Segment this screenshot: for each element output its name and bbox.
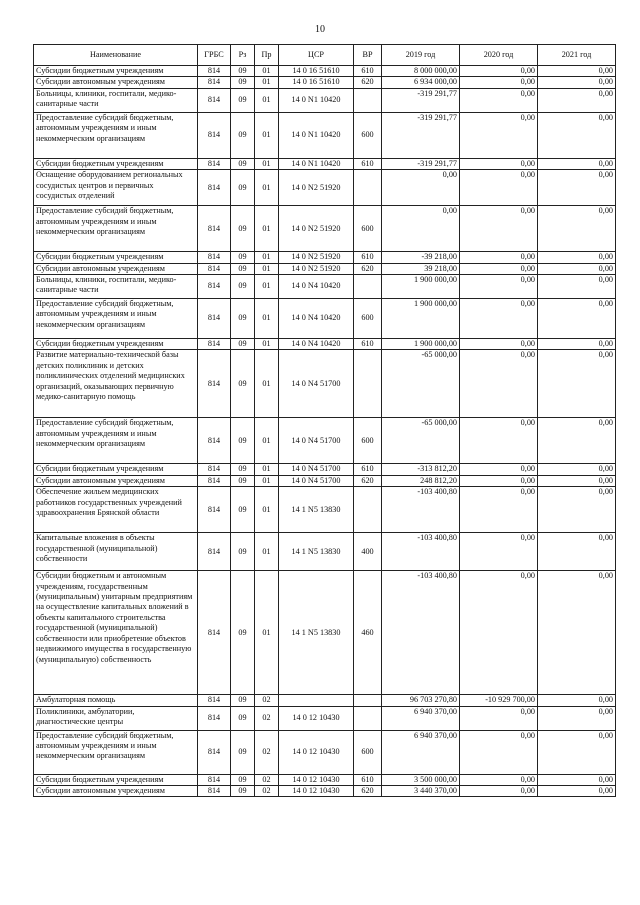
cell-rz: 09 [231, 299, 255, 339]
table-row [34, 66, 616, 77]
cell-rz: 09 [231, 706, 255, 730]
cell-pr: 01 [255, 299, 279, 339]
cell-2019: 6 940 370,00 [382, 706, 460, 730]
cell-pr: 01 [255, 339, 279, 350]
cell-rz: 09 [231, 275, 255, 299]
cell-name: Амбулаторная помощь [34, 695, 198, 706]
header-rz: Рз [231, 45, 255, 66]
cell-name: Больницы, клиники, госпитали, медико-санитарные части [34, 275, 198, 299]
cell-2021: 0,00 [538, 112, 616, 158]
cell-vr [354, 695, 382, 706]
table-row [34, 774, 616, 785]
cell-pr: 01 [255, 252, 279, 263]
cell-rz: 09 [231, 263, 255, 274]
cell-vr [354, 706, 382, 730]
cell-vr [354, 275, 382, 299]
cell-rz: 09 [231, 206, 255, 252]
cell-2019: 0,00 [382, 206, 460, 252]
cell-2020: 0,00 [460, 339, 538, 350]
cell-2020: 0,00 [460, 786, 538, 797]
table-header-row [34, 45, 616, 66]
table-row [34, 533, 616, 571]
cell-csr [279, 695, 354, 706]
cell-csr: 14 0 N4 51700 [279, 350, 354, 418]
cell-csr: 14 0 12 10430 [279, 706, 354, 730]
cell-rz: 09 [231, 533, 255, 571]
cell-grbs: 814 [198, 487, 231, 533]
cell-rz: 09 [231, 464, 255, 475]
cell-2020: 0,00 [460, 263, 538, 274]
cell-2019: 39 218,00 [382, 263, 460, 274]
cell-pr: 01 [255, 170, 279, 206]
cell-name: Субсидии автономным учреждениям [34, 786, 198, 797]
table-row [34, 77, 616, 88]
cell-name: Субсидии бюджетным учреждениям [34, 339, 198, 350]
cell-2021: 0,00 [538, 487, 616, 533]
cell-2020: 0,00 [460, 170, 538, 206]
table-row [34, 252, 616, 263]
cell-name: Субсидии бюджетным учреждениям [34, 774, 198, 785]
cell-grbs: 814 [198, 350, 231, 418]
cell-csr: 14 0 N4 51700 [279, 475, 354, 486]
cell-vr [354, 170, 382, 206]
cell-csr: 14 0 N2 51920 [279, 263, 354, 274]
cell-2021: 0,00 [538, 475, 616, 486]
cell-rz: 09 [231, 252, 255, 263]
table-row [34, 695, 616, 706]
cell-vr: 610 [354, 464, 382, 475]
cell-2020: 0,00 [460, 299, 538, 339]
cell-grbs: 814 [198, 275, 231, 299]
cell-pr: 01 [255, 158, 279, 169]
cell-vr [354, 350, 382, 418]
cell-2020: 0,00 [460, 350, 538, 418]
cell-rz: 09 [231, 475, 255, 486]
cell-2019: 1 900 000,00 [382, 339, 460, 350]
table-row [34, 170, 616, 206]
header-vr: ВР [354, 45, 382, 66]
cell-name: Субсидии бюджетным и автономным учреждениям, государственным (муниципальным) унитарным предприятиям на осуществление капитальных вложений в объекты капитального строительства государственной (муниципальной) собственности или приобретение объектов недвижимого имущества в государственную (муниципальную) собственность [34, 571, 198, 695]
cell-grbs: 814 [198, 730, 231, 774]
cell-2020: 0,00 [460, 418, 538, 464]
cell-pr: 01 [255, 487, 279, 533]
cell-grbs: 814 [198, 77, 231, 88]
cell-2020: 0,00 [460, 533, 538, 571]
cell-csr: 14 0 12 10430 [279, 730, 354, 774]
cell-vr: 400 [354, 533, 382, 571]
cell-2021: 0,00 [538, 695, 616, 706]
cell-vr: 600 [354, 418, 382, 464]
cell-grbs: 814 [198, 299, 231, 339]
cell-2020: 0,00 [460, 571, 538, 695]
cell-grbs: 814 [198, 66, 231, 77]
cell-vr: 610 [354, 774, 382, 785]
cell-rz: 09 [231, 339, 255, 350]
cell-rz: 09 [231, 77, 255, 88]
table-row [34, 299, 616, 339]
cell-grbs: 814 [198, 158, 231, 169]
cell-2021: 0,00 [538, 418, 616, 464]
cell-vr: 620 [354, 786, 382, 797]
header-2021: 2021 год [538, 45, 616, 66]
cell-2019: -319 291,77 [382, 112, 460, 158]
cell-2019: -65 000,00 [382, 350, 460, 418]
cell-csr: 14 0 N2 51920 [279, 252, 354, 263]
cell-2020: 0,00 [460, 730, 538, 774]
cell-name: Субсидии бюджетным учреждениям [34, 464, 198, 475]
cell-2019: 0,00 [382, 170, 460, 206]
cell-name: Больницы, клиники, госпитали, медико-санитарные части [34, 88, 198, 112]
table-body [34, 66, 616, 797]
cell-grbs: 814 [198, 786, 231, 797]
cell-2019: 3 440 370,00 [382, 786, 460, 797]
cell-2021: 0,00 [538, 206, 616, 252]
header-2020: 2020 год [460, 45, 538, 66]
table-row [34, 487, 616, 533]
cell-grbs: 814 [198, 475, 231, 486]
cell-rz: 09 [231, 695, 255, 706]
budget-table [33, 44, 616, 797]
cell-2021: 0,00 [538, 170, 616, 206]
cell-pr: 01 [255, 112, 279, 158]
cell-csr: 14 0 N4 51700 [279, 464, 354, 475]
cell-2021: 0,00 [538, 66, 616, 77]
cell-vr [354, 487, 382, 533]
cell-grbs: 814 [198, 88, 231, 112]
cell-2021: 0,00 [538, 706, 616, 730]
cell-2019: -313 812,20 [382, 464, 460, 475]
cell-2019: -103 400,80 [382, 533, 460, 571]
cell-2019: -39 218,00 [382, 252, 460, 263]
cell-grbs: 814 [198, 252, 231, 263]
cell-pr: 01 [255, 475, 279, 486]
cell-pr: 02 [255, 730, 279, 774]
cell-grbs: 814 [198, 206, 231, 252]
cell-2020: 0,00 [460, 464, 538, 475]
cell-name: Оснащение оборудованием региональных сосудистых центров и первичных сосудистых отделений [34, 170, 198, 206]
cell-2019: 8 000 000,00 [382, 66, 460, 77]
cell-rz: 09 [231, 88, 255, 112]
cell-2019: 6 934 000,00 [382, 77, 460, 88]
cell-2020: 0,00 [460, 112, 538, 158]
cell-2021: 0,00 [538, 730, 616, 774]
cell-grbs: 814 [198, 112, 231, 158]
cell-pr: 01 [255, 77, 279, 88]
page-number: 10 [315, 24, 325, 35]
cell-rz: 09 [231, 774, 255, 785]
table-row [34, 112, 616, 158]
cell-name: Субсидии автономным учреждениям [34, 475, 198, 486]
cell-2019: 96 703 270,80 [382, 695, 460, 706]
table-row [34, 158, 616, 169]
header-pr: Пр [255, 45, 279, 66]
cell-name: Субсидии бюджетным учреждениям [34, 158, 198, 169]
cell-2019: 6 940 370,00 [382, 730, 460, 774]
cell-2021: 0,00 [538, 263, 616, 274]
cell-2020: 0,00 [460, 252, 538, 263]
cell-grbs: 814 [198, 170, 231, 206]
cell-csr: 14 0 N4 10420 [279, 339, 354, 350]
cell-grbs: 814 [198, 533, 231, 571]
cell-2019: -319 291,77 [382, 88, 460, 112]
cell-rz: 09 [231, 418, 255, 464]
cell-vr: 610 [354, 339, 382, 350]
cell-name: Субсидии бюджетным учреждениям [34, 252, 198, 263]
cell-name: Субсидии автономным учреждениям [34, 77, 198, 88]
cell-rz: 09 [231, 786, 255, 797]
cell-2020: 0,00 [460, 487, 538, 533]
cell-2021: 0,00 [538, 533, 616, 571]
table-row [34, 350, 616, 418]
cell-grbs: 814 [198, 695, 231, 706]
cell-2020: 0,00 [460, 77, 538, 88]
cell-csr: 14 0 16 51610 [279, 66, 354, 77]
cell-2021: 0,00 [538, 275, 616, 299]
cell-csr: 14 1 N5 13830 [279, 571, 354, 695]
table-row [34, 275, 616, 299]
cell-pr: 02 [255, 774, 279, 785]
cell-2021: 0,00 [538, 77, 616, 88]
cell-pr: 01 [255, 263, 279, 274]
cell-vr: 620 [354, 475, 382, 486]
table-row [34, 464, 616, 475]
cell-csr: 14 0 12 10430 [279, 774, 354, 785]
cell-2021: 0,00 [538, 88, 616, 112]
cell-grbs: 814 [198, 706, 231, 730]
cell-pr: 01 [255, 571, 279, 695]
cell-name: Предоставление субсидий бюджетным, автономным учреждениям и иным некоммерческим организациям [34, 112, 198, 158]
cell-grbs: 814 [198, 339, 231, 350]
cell-2021: 0,00 [538, 350, 616, 418]
cell-2020: 0,00 [460, 774, 538, 785]
cell-pr: 01 [255, 350, 279, 418]
cell-2020: 0,00 [460, 66, 538, 77]
cell-2021: 0,00 [538, 158, 616, 169]
cell-csr: 14 0 N4 10420 [279, 275, 354, 299]
cell-name: Предоставление субсидий бюджетным, автономным учреждениям и иным некоммерческим организациям [34, 206, 198, 252]
cell-pr: 02 [255, 706, 279, 730]
cell-vr: 620 [354, 77, 382, 88]
cell-pr: 01 [255, 206, 279, 252]
cell-2019: 1 900 000,00 [382, 275, 460, 299]
cell-rz: 09 [231, 158, 255, 169]
cell-rz: 09 [231, 112, 255, 158]
cell-grbs: 814 [198, 263, 231, 274]
cell-rz: 09 [231, 170, 255, 206]
cell-csr: 14 0 16 51610 [279, 77, 354, 88]
cell-pr: 01 [255, 418, 279, 464]
table-row [34, 206, 616, 252]
cell-csr: 14 0 N1 10420 [279, 88, 354, 112]
cell-grbs: 814 [198, 571, 231, 695]
cell-vr: 600 [354, 730, 382, 774]
cell-pr: 01 [255, 66, 279, 77]
cell-2020: 0,00 [460, 706, 538, 730]
header-grbs: ГРБС [198, 45, 231, 66]
cell-csr: 14 0 N1 10420 [279, 158, 354, 169]
cell-vr [354, 88, 382, 112]
cell-2020: 0,00 [460, 206, 538, 252]
cell-vr: 600 [354, 112, 382, 158]
table-row [34, 475, 616, 486]
table-row [34, 263, 616, 274]
table-row [34, 706, 616, 730]
cell-vr: 620 [354, 263, 382, 274]
cell-csr: 14 0 N2 51920 [279, 170, 354, 206]
cell-name: Субсидии автономным учреждениям [34, 263, 198, 274]
cell-rz: 09 [231, 487, 255, 533]
cell-2020: -10 929 700,00 [460, 695, 538, 706]
cell-vr: 610 [354, 66, 382, 77]
cell-2021: 0,00 [538, 774, 616, 785]
cell-name: Поликлиники, амбулатории, диагностические центры [34, 706, 198, 730]
cell-2021: 0,00 [538, 786, 616, 797]
cell-2021: 0,00 [538, 299, 616, 339]
header-csr: ЦСР [279, 45, 354, 66]
cell-rz: 09 [231, 350, 255, 418]
table-row [34, 730, 616, 774]
cell-name: Предоставление субсидий бюджетным, автономным учреждениям и иным некоммерческим организациям [34, 418, 198, 464]
header-name: Наименование [34, 45, 198, 66]
cell-vr: 610 [354, 158, 382, 169]
cell-2019: -65 000,00 [382, 418, 460, 464]
cell-csr: 14 0 N1 10420 [279, 112, 354, 158]
cell-rz: 09 [231, 571, 255, 695]
cell-2019: 248 812,20 [382, 475, 460, 486]
header-2019: 2019 год [382, 45, 460, 66]
cell-csr: 14 0 12 10430 [279, 786, 354, 797]
cell-2020: 0,00 [460, 88, 538, 112]
cell-pr: 01 [255, 88, 279, 112]
cell-name: Капитальные вложения в объекты государственной (муниципальной) собственности [34, 533, 198, 571]
cell-grbs: 814 [198, 418, 231, 464]
cell-vr: 460 [354, 571, 382, 695]
table-row [34, 418, 616, 464]
cell-2020: 0,00 [460, 475, 538, 486]
cell-pr: 02 [255, 695, 279, 706]
cell-vr: 600 [354, 206, 382, 252]
cell-csr: 14 0 N4 10420 [279, 299, 354, 339]
cell-csr: 14 1 N5 13830 [279, 487, 354, 533]
cell-vr: 610 [354, 252, 382, 263]
cell-name: Предоставление субсидий бюджетным, автономным учреждениям и иным некоммерческим организациям [34, 730, 198, 774]
cell-csr: 14 0 N2 51920 [279, 206, 354, 252]
cell-2019: 3 500 000,00 [382, 774, 460, 785]
cell-pr: 01 [255, 533, 279, 571]
table-row [34, 786, 616, 797]
cell-2019: 1 900 000,00 [382, 299, 460, 339]
cell-2021: 0,00 [538, 571, 616, 695]
cell-2019: -103 400,80 [382, 571, 460, 695]
cell-name: Предоставление субсидий бюджетным, автономным учреждениям и иным некоммерческим организациям [34, 299, 198, 339]
cell-2021: 0,00 [538, 339, 616, 350]
cell-rz: 09 [231, 730, 255, 774]
cell-2021: 0,00 [538, 252, 616, 263]
cell-csr: 14 1 N5 13830 [279, 533, 354, 571]
cell-vr: 600 [354, 299, 382, 339]
table-row [34, 88, 616, 112]
cell-2020: 0,00 [460, 275, 538, 299]
cell-pr: 01 [255, 275, 279, 299]
cell-2019: -319 291,77 [382, 158, 460, 169]
table-row [34, 571, 616, 695]
cell-2019: -103 400,80 [382, 487, 460, 533]
cell-pr: 02 [255, 786, 279, 797]
cell-name: Развитие материально-технической базы детских поликлиник и детских поликлинических отделений медицинских организаций, оказывающих первичную медико-санитарную помощь [34, 350, 198, 418]
cell-csr: 14 0 N4 51700 [279, 418, 354, 464]
table-row [34, 339, 616, 350]
cell-2021: 0,00 [538, 464, 616, 475]
cell-rz: 09 [231, 66, 255, 77]
cell-2020: 0,00 [460, 158, 538, 169]
cell-name: Обеспечение жильем медицинских работников государственных учреждений здравоохранения Брянской области [34, 487, 198, 533]
cell-pr: 01 [255, 464, 279, 475]
cell-name: Субсидии бюджетным учреждениям [34, 66, 198, 77]
cell-grbs: 814 [198, 774, 231, 785]
cell-grbs: 814 [198, 464, 231, 475]
